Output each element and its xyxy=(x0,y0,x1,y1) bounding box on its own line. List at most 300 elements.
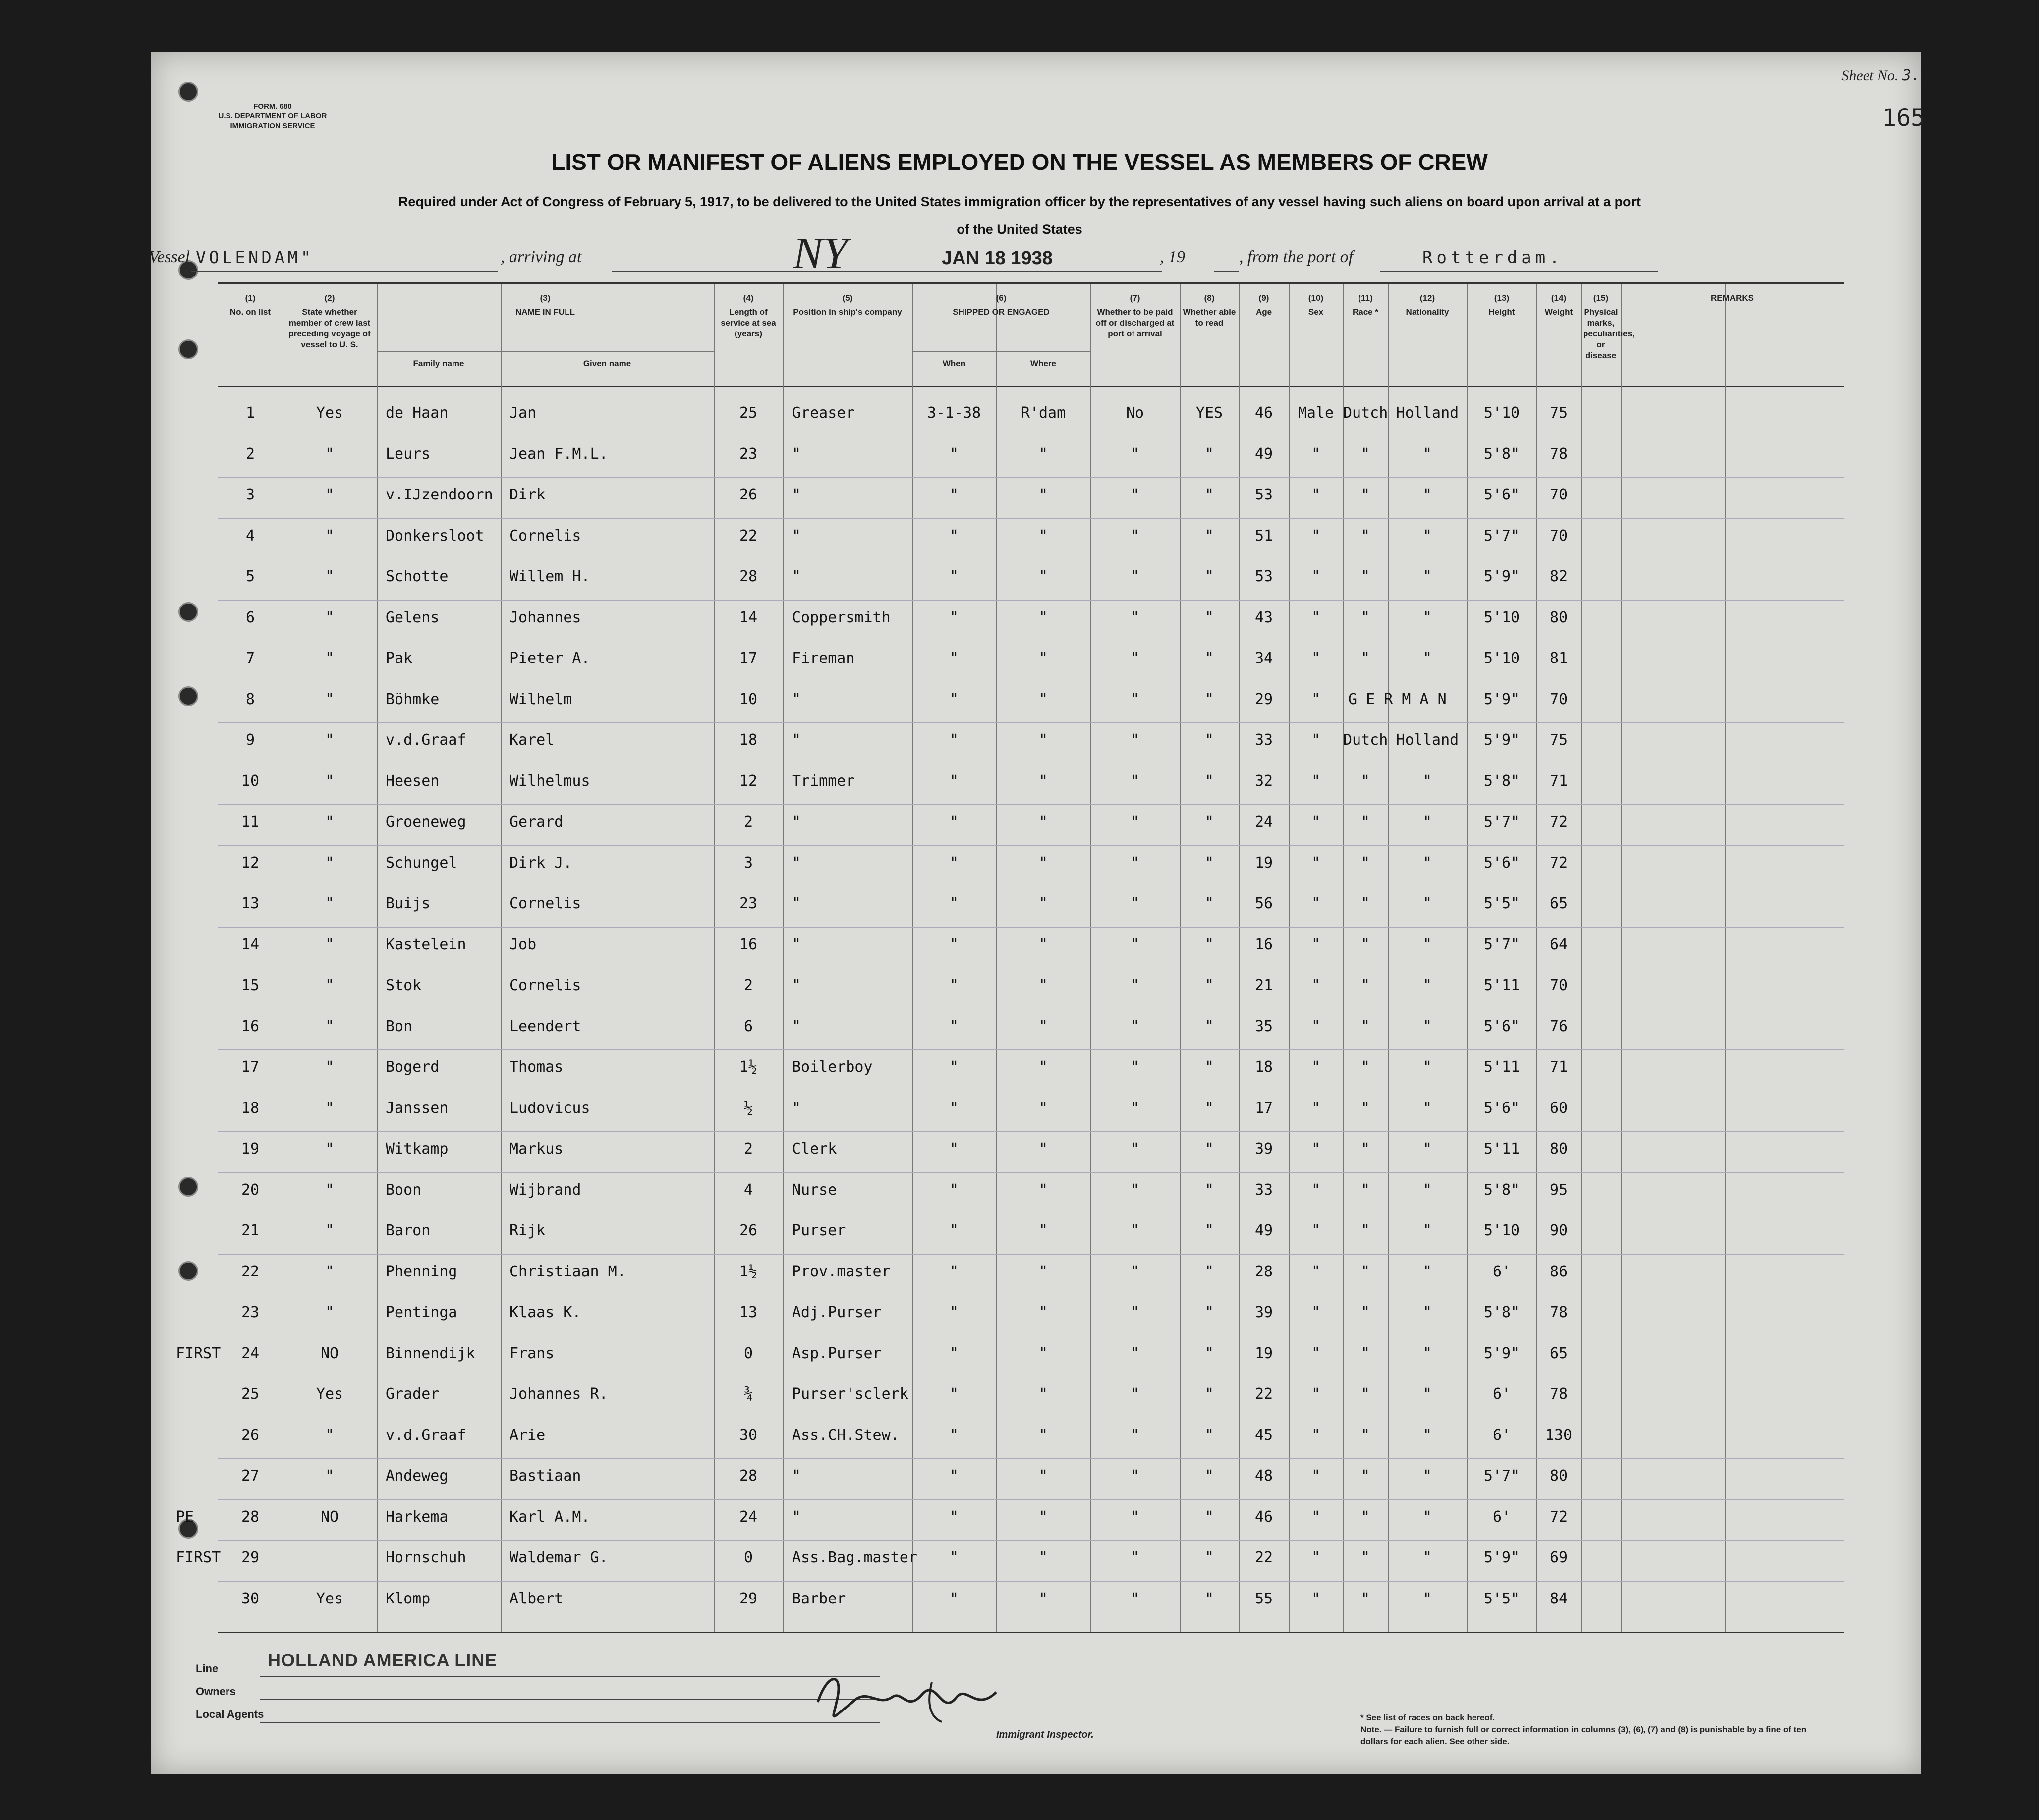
cell-service: 10 xyxy=(739,690,758,708)
column-header: (14) Weight xyxy=(1544,293,1573,317)
cell-nat: " xyxy=(1422,1467,1432,1485)
year-label: , 19 xyxy=(1160,248,1185,266)
cell-read: " xyxy=(1204,527,1214,545)
page-number: 165 xyxy=(1882,104,1925,132)
cell-service: 23 xyxy=(739,445,758,463)
cell-where: " xyxy=(1038,731,1048,749)
form-number: FORM. 680 xyxy=(253,102,292,110)
cell-prev: " xyxy=(325,731,335,749)
cell-given: Cornelis xyxy=(510,977,581,994)
cell-service: 29 xyxy=(739,1590,758,1607)
cell-weight: 70 xyxy=(1549,486,1568,503)
cell-nat: " xyxy=(1422,1549,1432,1566)
cell-paid: " xyxy=(1130,1099,1140,1117)
cell-read: " xyxy=(1204,1058,1214,1076)
cell-weight: 80 xyxy=(1549,608,1568,626)
cell-read: " xyxy=(1204,650,1214,667)
cell-age: 28 xyxy=(1254,1263,1273,1280)
cell-read: " xyxy=(1204,936,1214,953)
cell-position: Fireman xyxy=(792,650,855,667)
column-header: Where xyxy=(1030,359,1056,368)
cell-nat: " xyxy=(1422,1140,1432,1158)
cell-where: " xyxy=(1038,772,1048,790)
cell-given: Klaas K. xyxy=(510,1304,581,1321)
cell-read: " xyxy=(1204,1467,1214,1485)
cell-nat: " xyxy=(1422,1099,1432,1117)
cell-given: Markus xyxy=(510,1140,564,1158)
cell-sex: " xyxy=(1311,772,1321,790)
cell-age: 51 xyxy=(1254,527,1273,545)
cell-read: " xyxy=(1204,1549,1214,1566)
cell-height: 5'10 xyxy=(1483,608,1520,626)
cell-prev: Yes xyxy=(316,1385,343,1403)
cell-given: Leendert xyxy=(510,1017,581,1035)
cell-when: " xyxy=(949,977,959,994)
cell-nat: " xyxy=(1422,1304,1432,1321)
cell-weight: 90 xyxy=(1549,1222,1568,1239)
cell-position: Coppersmith xyxy=(792,608,891,626)
column-header: (3) NAME IN FULL xyxy=(515,293,575,317)
cell-when: " xyxy=(949,936,959,953)
cell-no: 9 xyxy=(245,731,255,749)
cell-paid: " xyxy=(1130,445,1140,463)
cell-when: " xyxy=(949,1304,959,1321)
column-header: (15) Physical marks, peculiarities, or disease xyxy=(1583,293,1635,360)
cell-when: " xyxy=(949,1385,959,1403)
cell-paid: " xyxy=(1130,568,1140,585)
cell-prev: " xyxy=(325,608,335,626)
cell-height: 6' xyxy=(1492,1263,1511,1280)
cell-read: " xyxy=(1204,731,1214,749)
cell-age: 49 xyxy=(1254,445,1273,463)
cell-height: 6' xyxy=(1492,1426,1511,1444)
cell-family: Harkema xyxy=(386,1508,449,1526)
cell-height: 5'10 xyxy=(1483,650,1520,667)
cell-service: 16 xyxy=(739,936,758,953)
cell-read: YES xyxy=(1195,404,1223,422)
cell-race: " xyxy=(1360,1549,1370,1566)
cell-no: 22 xyxy=(241,1263,260,1280)
cell-service: 23 xyxy=(739,895,758,912)
cell-read: " xyxy=(1204,1017,1214,1035)
cell-given: Willem H. xyxy=(510,568,590,585)
cell-paid: " xyxy=(1130,1181,1140,1199)
service-name: IMMIGRATION SERVICE xyxy=(230,122,315,130)
cell-race: " xyxy=(1360,1099,1370,1117)
cell-nat: " xyxy=(1422,813,1432,830)
arriving-port: NY xyxy=(793,229,848,278)
cell-age: 43 xyxy=(1254,608,1273,626)
cell-sex: " xyxy=(1311,1181,1321,1199)
cell-service: 3 xyxy=(743,854,753,872)
cell-race: " xyxy=(1360,486,1370,503)
cell-no: 15 xyxy=(241,977,260,994)
cell-no: 29 xyxy=(241,1549,260,1566)
cell-sex: Male xyxy=(1298,404,1334,422)
cell-race: " xyxy=(1360,1426,1370,1444)
cell-service: 12 xyxy=(739,772,758,790)
cell-when: " xyxy=(949,1140,959,1158)
cell-race: " xyxy=(1360,608,1370,626)
sheet-number-block xyxy=(1841,67,1920,84)
cell-position: Trimmer xyxy=(792,772,855,790)
cell-race: Dutch xyxy=(1343,404,1388,422)
cell-when: " xyxy=(949,1590,959,1607)
cell-position: Ass.CH.Stew. xyxy=(792,1426,900,1444)
cell-height: 5'5" xyxy=(1483,1590,1520,1607)
cell-where: " xyxy=(1038,1344,1048,1362)
cell-sex: " xyxy=(1311,1058,1321,1076)
cell-paid: " xyxy=(1130,486,1140,503)
cell-paid: " xyxy=(1130,1549,1140,1566)
cell-family: Bogerd xyxy=(386,1058,440,1076)
cell-age: 33 xyxy=(1254,1181,1273,1199)
cell-no: 21 xyxy=(241,1222,260,1239)
cell-when: " xyxy=(949,486,959,503)
cell-sex: " xyxy=(1311,608,1321,626)
cell-no: 18 xyxy=(241,1099,260,1117)
cell-height: 5'7" xyxy=(1483,1467,1520,1485)
cell-position: " xyxy=(792,1508,801,1526)
cell-position: " xyxy=(792,1467,801,1485)
cell-nat: " xyxy=(1422,1058,1432,1076)
cell-position: Ass.Bag.master xyxy=(792,1549,917,1566)
cell-weight: 78 xyxy=(1549,445,1568,463)
cell-position: Boilerboy xyxy=(792,1058,873,1076)
cell-position: Barber xyxy=(792,1590,846,1607)
cell-prev: NO xyxy=(320,1508,339,1526)
cell-sex: " xyxy=(1311,690,1321,708)
cell-given: Gerard xyxy=(510,813,564,830)
cell-age: 19 xyxy=(1254,1344,1273,1362)
cell-position: " xyxy=(792,936,801,953)
inspector-signature xyxy=(808,1667,1016,1727)
cell-race: " xyxy=(1360,527,1370,545)
cell-given: Christiaan M. xyxy=(510,1263,626,1280)
cell-family: Phenning xyxy=(386,1263,457,1280)
cell-when: " xyxy=(949,445,959,463)
cell-height: 5'8" xyxy=(1483,1181,1520,1199)
cell-race: " xyxy=(1360,936,1370,953)
cell-position: " xyxy=(792,813,801,830)
cell-family: Schungel xyxy=(386,854,457,872)
cell-height: 5'10 xyxy=(1483,1222,1520,1239)
column-header: Family name xyxy=(413,359,464,368)
cell-family: Hornschuh xyxy=(386,1549,466,1566)
cell-nat: Holland xyxy=(1396,404,1459,422)
cell-given: Wijbrand xyxy=(510,1181,581,1199)
crew-table xyxy=(176,282,1844,1633)
cell-when: " xyxy=(949,1099,959,1117)
cell-family: Schotte xyxy=(386,568,449,585)
cell-age: 53 xyxy=(1254,568,1273,585)
cell-read: " xyxy=(1204,854,1214,872)
cell-service: 13 xyxy=(739,1304,758,1321)
cell-family: de Haan xyxy=(386,404,449,422)
cell-where: " xyxy=(1038,895,1048,912)
cell-height: 5'6" xyxy=(1483,854,1520,872)
cell-given: Dirk xyxy=(510,486,546,503)
cell-no: 6 xyxy=(245,608,255,626)
cell-position: " xyxy=(792,854,801,872)
cell-when: " xyxy=(949,1549,959,1566)
cell-position: " xyxy=(792,977,801,994)
cell-prev: Yes xyxy=(316,404,343,422)
cell-age: 22 xyxy=(1254,1549,1273,1566)
line-label: Line xyxy=(196,1662,219,1675)
cell-position: " xyxy=(792,731,801,749)
cell-when: " xyxy=(949,1222,959,1239)
cell-race: " xyxy=(1360,1508,1370,1526)
cell-race: " xyxy=(1360,1304,1370,1321)
cell-prev: " xyxy=(325,568,335,585)
cell-weight: 80 xyxy=(1549,1140,1568,1158)
cell-weight: 76 xyxy=(1549,1017,1568,1035)
cell-position: " xyxy=(792,1017,801,1035)
cell-family: Grader xyxy=(386,1385,440,1403)
cell-service: 0 xyxy=(743,1549,753,1566)
vessel-name: VOLENDAM" xyxy=(196,248,314,268)
cell-weight: 81 xyxy=(1549,650,1568,667)
sheet-number: 3. xyxy=(1902,67,1920,84)
cell-weight: 64 xyxy=(1549,936,1568,953)
cell-height: 5'9" xyxy=(1483,568,1520,585)
margin-note: FIRST xyxy=(176,1549,221,1566)
column-header: REMARKS xyxy=(1711,293,1754,303)
cell-where: " xyxy=(1038,1222,1048,1239)
cell-given: Wilhelmus xyxy=(510,772,590,790)
cell-weight: 65 xyxy=(1549,895,1568,912)
cell-when: " xyxy=(949,1508,959,1526)
column-header: (9) Age xyxy=(1255,293,1272,317)
cell-family: Boon xyxy=(386,1181,422,1199)
cell-prev: " xyxy=(325,936,335,953)
cell-sex: " xyxy=(1311,1344,1321,1362)
cell-paid: " xyxy=(1130,1304,1140,1321)
cell-when: " xyxy=(949,731,959,749)
cell-age: 48 xyxy=(1254,1467,1273,1485)
cell-family: Pentinga xyxy=(386,1304,457,1321)
cell-height: 5'11 xyxy=(1483,1058,1520,1076)
cell-service: 28 xyxy=(739,568,758,585)
cell-family: Kastelein xyxy=(386,936,466,953)
cell-read: " xyxy=(1204,690,1214,708)
cell-position: Prov.master xyxy=(792,1263,891,1280)
cell-where: " xyxy=(1038,854,1048,872)
cell-no: 28 xyxy=(241,1508,260,1526)
cell-when: " xyxy=(949,568,959,585)
cell-weight: 70 xyxy=(1549,690,1568,708)
cell-prev: " xyxy=(325,1058,335,1076)
cell-race: " xyxy=(1360,895,1370,912)
cell-weight: 71 xyxy=(1549,1058,1568,1076)
cell-prev: " xyxy=(325,813,335,830)
margin-note: PE xyxy=(176,1508,194,1526)
cell-read: " xyxy=(1204,1426,1214,1444)
footnote xyxy=(1360,1712,1807,1748)
cell-position: " xyxy=(792,527,801,545)
cell-family: Buijs xyxy=(386,895,431,912)
cell-service: ¾ xyxy=(743,1385,753,1403)
cell-height: 5'8" xyxy=(1483,445,1520,463)
cell-weight: 72 xyxy=(1549,1508,1568,1526)
cell-paid: " xyxy=(1130,936,1140,953)
cell-race: " xyxy=(1360,650,1370,667)
cell-read: " xyxy=(1204,813,1214,830)
cell-race: " xyxy=(1360,1385,1370,1403)
cell-where: " xyxy=(1038,813,1048,830)
cell-nat: " xyxy=(1422,854,1432,872)
cell-no: 30 xyxy=(241,1590,260,1607)
cell-prev: " xyxy=(325,1222,335,1239)
cell-family: Andeweg xyxy=(386,1467,449,1485)
cell-race: " xyxy=(1360,977,1370,994)
cell-family: v.d.Graaf xyxy=(386,1426,466,1444)
cell-where: " xyxy=(1038,1467,1048,1485)
cell-position: Greaser xyxy=(792,404,855,422)
cell-position: Purser xyxy=(792,1222,846,1239)
cell-paid: " xyxy=(1130,1222,1140,1239)
cell-read: " xyxy=(1204,1385,1214,1403)
cell-height: 5'6" xyxy=(1483,1017,1520,1035)
cell-height: 5'9" xyxy=(1483,690,1520,708)
cell-family: Bon xyxy=(386,1017,413,1035)
cell-where: " xyxy=(1038,1181,1048,1199)
cell-read: " xyxy=(1204,486,1214,503)
cell-weight: 80 xyxy=(1549,1467,1568,1485)
form-block xyxy=(198,102,347,131)
cell-position: " xyxy=(792,1099,801,1117)
cell-service: 0 xyxy=(743,1344,753,1362)
cell-height: 5'6" xyxy=(1483,1099,1520,1117)
cell-paid: " xyxy=(1130,813,1140,830)
cell-read: " xyxy=(1204,1304,1214,1321)
cell-paid: No xyxy=(1126,404,1144,422)
cell-age: 53 xyxy=(1254,486,1273,503)
cell-height: 5'6" xyxy=(1483,486,1520,503)
arriving-label: , arriving at xyxy=(501,248,582,266)
cell-paid: " xyxy=(1130,731,1140,749)
cell-nat: " xyxy=(1422,568,1432,585)
cell-weight: 130 xyxy=(1545,1426,1573,1444)
cell-paid: " xyxy=(1130,1590,1140,1607)
cell-paid: " xyxy=(1130,1385,1140,1403)
cell-sex: " xyxy=(1311,1426,1321,1444)
sheet-label: Sheet No. xyxy=(1841,67,1899,84)
punch-hole xyxy=(178,1177,198,1197)
cell-sex: " xyxy=(1311,1017,1321,1035)
cell-prev: " xyxy=(325,1263,335,1280)
cell-no: 13 xyxy=(241,895,260,912)
cell-position: " xyxy=(792,445,801,463)
cell-service: 18 xyxy=(739,731,758,749)
cell-age: 29 xyxy=(1254,690,1273,708)
cell-service: 1½ xyxy=(739,1058,758,1076)
cell-weight: 75 xyxy=(1549,404,1568,422)
cell-sex: " xyxy=(1311,895,1321,912)
cell-service: 1½ xyxy=(739,1263,758,1280)
punch-hole xyxy=(178,339,198,359)
cell-service: 14 xyxy=(739,608,758,626)
punch-hole xyxy=(178,602,198,622)
cell-when: " xyxy=(949,854,959,872)
cell-given: Wilhelm xyxy=(510,690,572,708)
cell-family: Gelens xyxy=(386,608,440,626)
cell-position: Purser'sclerk xyxy=(792,1385,908,1403)
cell-prev: " xyxy=(325,486,335,503)
cell-sex: " xyxy=(1311,568,1321,585)
cell-race: " xyxy=(1360,1222,1370,1239)
cell-height: 5'8" xyxy=(1483,772,1520,790)
cell-age: 46 xyxy=(1254,404,1273,422)
cell-paid: " xyxy=(1130,977,1140,994)
cell-age: 56 xyxy=(1254,895,1273,912)
cell-service: 24 xyxy=(739,1508,758,1526)
cell-when: " xyxy=(949,1263,959,1280)
cell-where: " xyxy=(1038,1508,1048,1526)
cell-height: 6' xyxy=(1492,1508,1511,1526)
punch-hole xyxy=(178,1261,198,1281)
page-title: LIST OR MANIFEST OF ALIENS EMPLOYED ON THE VESSEL AS MEMBERS OF CREW xyxy=(551,149,1488,175)
column-header: (5) Position in ship's company xyxy=(793,293,902,317)
cell-read: " xyxy=(1204,445,1214,463)
cell-age: 55 xyxy=(1254,1590,1273,1607)
cell-height: 5'9" xyxy=(1483,731,1520,749)
cell-nat: " xyxy=(1422,1181,1432,1199)
cell-height: 5'8" xyxy=(1483,1304,1520,1321)
cell-sex: " xyxy=(1311,650,1321,667)
cell-when: " xyxy=(949,690,959,708)
cell-race: " xyxy=(1360,772,1370,790)
margin-note: FIRST xyxy=(176,1344,221,1362)
cell-nat: " xyxy=(1422,608,1432,626)
cell-prev: " xyxy=(325,1304,335,1321)
cell-sex: " xyxy=(1311,1590,1321,1607)
cell-paid: " xyxy=(1130,854,1140,872)
cell-prev: " xyxy=(325,1099,335,1117)
cell-when: " xyxy=(949,650,959,667)
cell-paid: " xyxy=(1130,1467,1140,1485)
cell-no: 17 xyxy=(241,1058,260,1076)
cell-read: " xyxy=(1204,568,1214,585)
cell-family: Witkamp xyxy=(386,1140,449,1158)
column-header: (10) Sex xyxy=(1308,293,1324,317)
cell-nat: " xyxy=(1422,772,1432,790)
cell-sex: " xyxy=(1311,1385,1321,1403)
cell-read: " xyxy=(1204,1590,1214,1607)
cell-where: " xyxy=(1038,527,1048,545)
owners-label: Owners xyxy=(196,1685,236,1698)
cell-age: 32 xyxy=(1254,772,1273,790)
cell-position: " xyxy=(792,568,801,585)
cell-no: 27 xyxy=(241,1467,260,1485)
cell-age: 35 xyxy=(1254,1017,1273,1035)
cell-sex: " xyxy=(1311,854,1321,872)
cell-nat: " xyxy=(1422,1222,1432,1239)
cell-race: " xyxy=(1360,854,1370,872)
cell-height: 5'7" xyxy=(1483,936,1520,953)
cell-paid: " xyxy=(1130,1263,1140,1280)
cell-read: " xyxy=(1204,1222,1214,1239)
cell-no: 12 xyxy=(241,854,260,872)
cell-where: " xyxy=(1038,445,1048,463)
cell-given: Albert xyxy=(510,1590,564,1607)
cell-read: " xyxy=(1204,895,1214,912)
cell-sex: " xyxy=(1311,1099,1321,1117)
cell-read: " xyxy=(1204,1181,1214,1199)
from-port-label: , from the port of xyxy=(1239,248,1354,266)
cell-prev: " xyxy=(325,1426,335,1444)
